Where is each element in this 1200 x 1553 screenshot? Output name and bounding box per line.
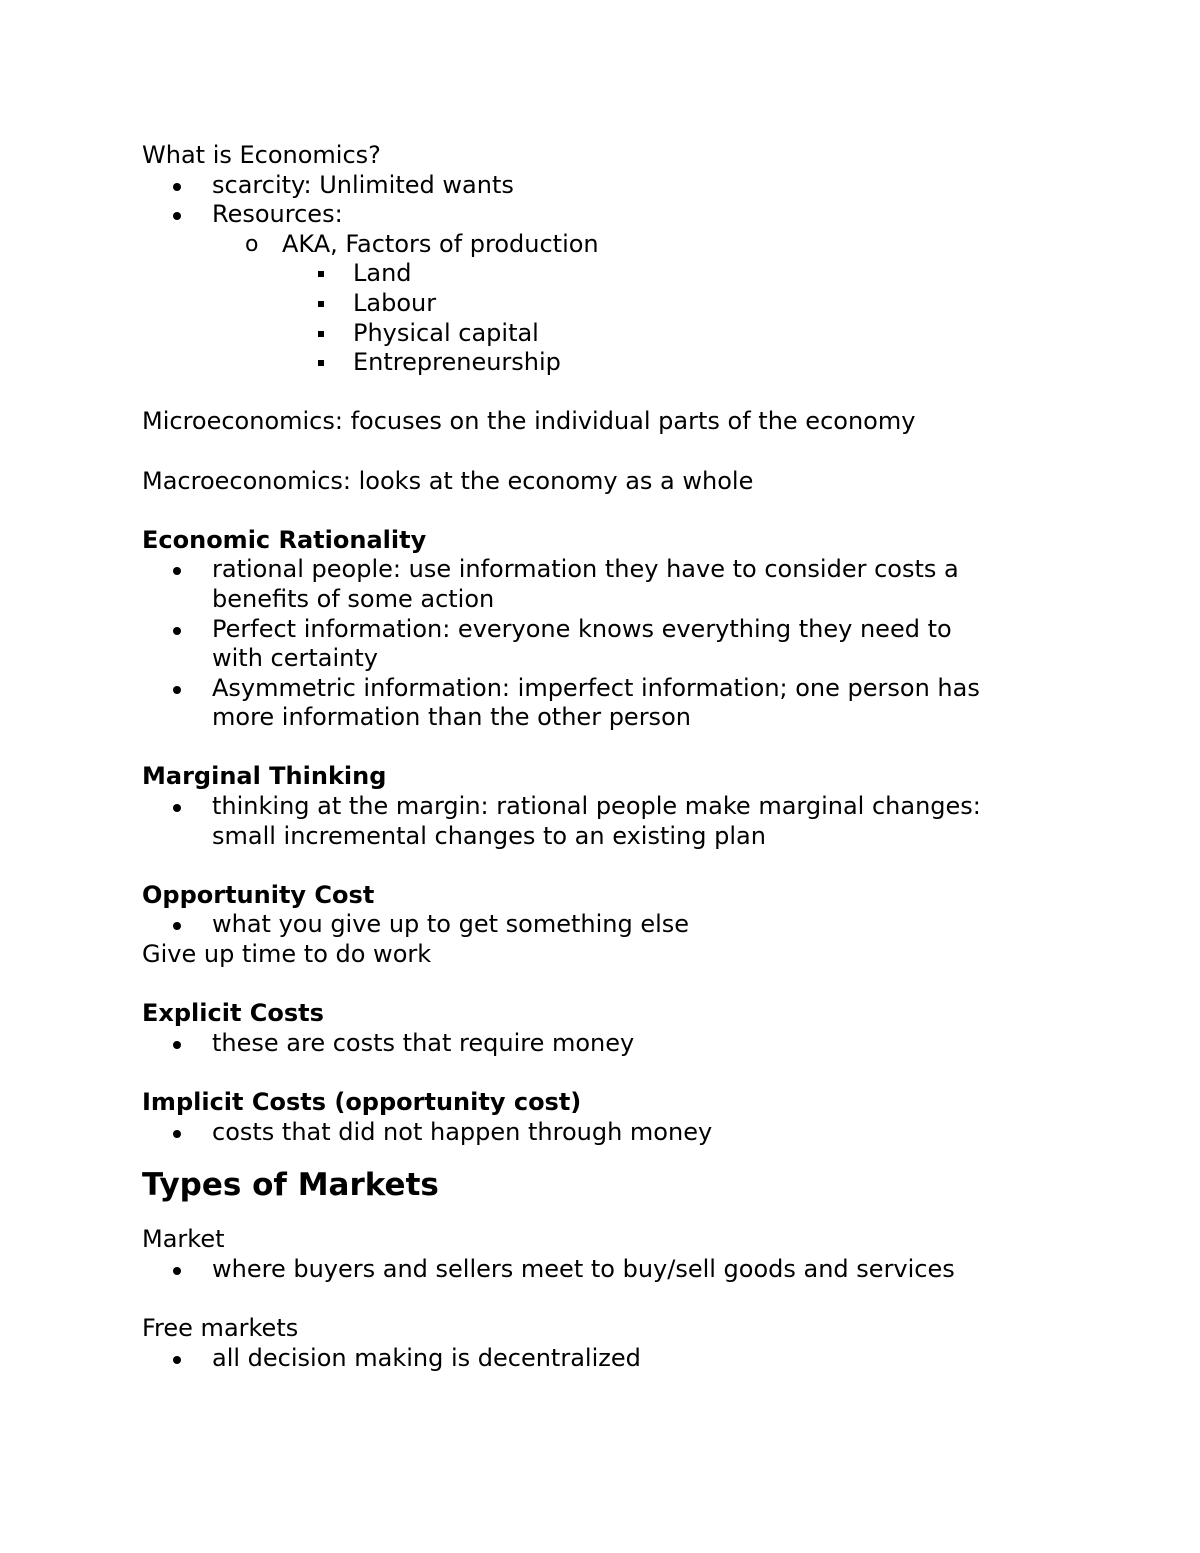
list-item-text: scarcity: Unlimited wants [212,170,514,199]
hollow-circle-bullet-icon: o [245,231,259,257]
bullet-icon [173,1130,181,1138]
list-item-text: thinking at the margin: rational people make marginal changes: [212,792,981,821]
microeconomics-definition: Microeconomics: focuses on the individual parts of the economy [142,407,916,436]
document-page [142,141,1042,1373]
list-item-text-continued: benefits of some action [212,584,495,613]
bullet-icon [173,1356,181,1364]
market-list [142,1255,1042,1285]
list-item-text: Physical capital [353,318,539,347]
list-item [142,1029,1042,1059]
heading-market: Market [142,1225,225,1254]
square-bullet-icon [318,360,324,366]
list-item-text: what you give up to get something else [212,910,690,939]
explicit-list [142,1029,1042,1059]
list-item [142,792,1042,851]
bullet-icon [173,1041,181,1049]
bullet-icon [173,1267,181,1275]
heading-implicit-costs: Implicit Costs (opportunity cost) [142,1088,582,1116]
bullet-icon [173,922,181,930]
marginal-list [142,792,1042,851]
list-item-text: Asymmetric information: imperfect information; one person has [212,673,980,702]
list-item [142,1255,1042,1285]
list-item [142,910,1042,940]
heading-free-markets: Free markets [142,1313,299,1342]
list-item-text: AKA, Factors of production [282,229,599,258]
implicit-list [142,1118,1042,1148]
list-item [142,615,1042,674]
bullet-icon [173,567,181,575]
list-item-text: where buyers and sellers meet to buy/sell goods and services [212,1254,955,1283]
square-bullet-icon [318,331,324,337]
list-item [142,171,1042,201]
opportunity-list [142,910,1042,940]
rationality-list [142,555,1042,733]
heading-economic-rationality: Economic Rationality [142,525,427,554]
heading-opportunity-cost: Opportunity Cost [142,880,375,909]
list-item [142,348,1042,378]
list-item-text: Resources: [212,200,343,229]
list-item-text: Labour [353,288,437,317]
intro-list [142,171,1042,378]
title-types-of-markets: Types of Markets [142,1167,439,1204]
list-item-text: these are costs that require money [212,1028,635,1057]
heading-explicit-costs: Explicit Costs [142,999,324,1028]
bullet-icon [173,627,181,635]
list-item-text-continued: with certainty [212,644,378,673]
list-item-text: costs that did not happen through money [212,1117,713,1146]
list-item-text: Entrepreneurship [353,348,561,377]
free-markets-list [142,1344,1042,1374]
list-item [142,289,1042,319]
list-item [142,319,1042,349]
list-item [142,259,1042,289]
square-bullet-icon [318,271,324,277]
list-item-text-continued: small incremental changes to an existing plan [212,821,766,850]
list-item [142,200,1042,230]
list-item [142,674,1042,733]
list-item [142,1118,1042,1148]
bullet-icon [173,183,181,191]
list-item-text: rational people: use information they have to consider costs a [212,555,959,584]
heading-what-is-economics: What is Economics? [142,141,381,169]
square-bullet-icon [318,301,324,307]
list-item [142,555,1042,614]
list-item-text: Land [353,259,412,288]
list-item-text-continued: more information than the other person [212,703,691,732]
bullet-icon [173,686,181,694]
list-item [142,230,1042,260]
list-item [142,1344,1042,1374]
list-item-text: Perfect information: everyone knows everything they need to [212,614,952,643]
bullet-icon [173,804,181,812]
macroeconomics-definition: Macroeconomics: looks at the economy as a whole [142,466,754,495]
list-item-text: all decision making is decentralized [212,1343,641,1372]
bullet-icon [173,212,181,220]
heading-marginal-thinking: Marginal Thinking [142,762,387,791]
opportunity-note: Give up time to do work [142,940,432,969]
